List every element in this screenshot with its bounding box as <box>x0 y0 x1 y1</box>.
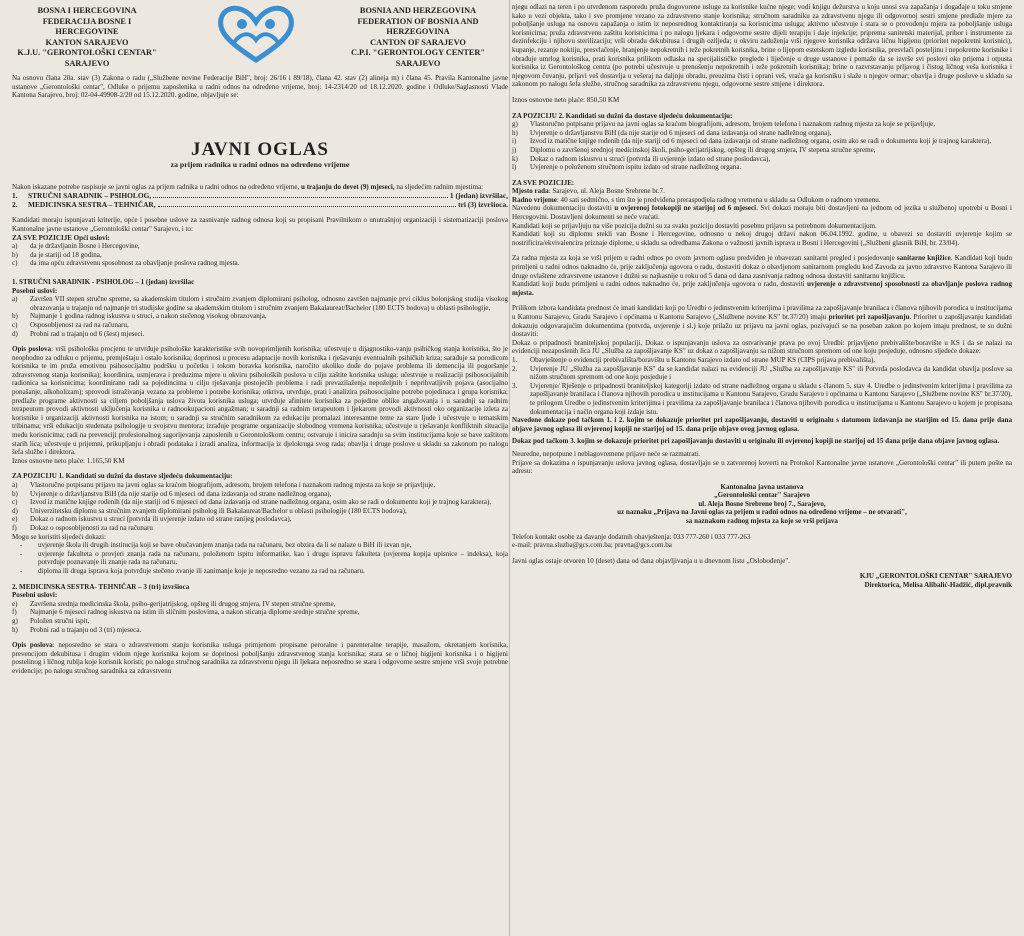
list-marker: g) <box>512 120 518 129</box>
position1-special-heading: Posebni uslovi: <box>12 286 58 295</box>
address-line: sa naznakom radnog mjesta za koje se vrši prijava <box>686 517 838 526</box>
list-item <box>12 498 508 507</box>
list-marker: f) <box>12 523 17 532</box>
duties-text: : vrši psihološku procjenu te utvrđuje psihološke karakteristike svih novoprimljenih korisnika; učestvuje u dijagnostiko-vanju psihičkog stanja korisnika, što je neophodno za odluku o prijemu, premještaju i ostalo korisnika; doprinosi u procesu adaptacije novih korisnika i rješavanju eventualnih psihičkih kriza; sarađuje sa porodicom korisnika te im pruža emotivnu psihosocijalnu podršku u početku i tokom boravka korisnika, naročito ukoliko dođe do pojave problema ili demencija ili pogoršanje zdravstvenog stanja korisnika); koordinira, usmjerava i preduzima mjere u okviru psiholoških poslova u cilju zaštite korisnika usluga; učestvuje u realizaciji psihosocijalnih radionica sa korisnicima; koordinirano radi sa pojedincima u cilju rješavanja postojećih problema i radi prevazilaženja nepoželjnih i neprihvatljivih pojava (asocijalno ponašanje, alkoholizam); sprovodi istraživanja vezana za probleme i potrebe korisnika; otkriva, utvrđuje, prati i analizira psihosocijalne potrebe pojedinaca i grupa korisnika; predlaže programe aktivnosti sa ciljem poboljšanja uslova života korisnika usluga; utvrđuje afinitete korisnika za pojedine oblike angažovanja i u saradnji sa radnim terapeutom provodi aktivnosti uključenja korisnika u radnookupacioni angažman; u saradnji sa radnim terapeutom i ljekarom provodi aktivnosti oko organizacije izleta za korisnike i organizaciji aktivnosti korisnika na istom; u saradnji sa stručnim saradnikom za edukaciju promalazi interesantne teme za stare ljude i učestvuje u tematskim tribinama; vrši edukaciju studenata psihologije u svojstvu mentora; izrađuje programe organizacije slobodnog vremena korisnika; učestvuje u rješavanju konfliktnih situacija među korisnicima; radi na prevenciji profesionalnog sagorijevanja zaposlenih u Gerontološkom centru; ostvaruje i inicira saradnju sa svim institucijama koje se bave zaštitom starih lica; učestvuje u prijemni, prikupljanju i obradi podataka i izradi analiza, informacija iz djelokruga svog rada; obavlja i druge poslove u skladu sa zakonom po nalogu šefa službe i direktora. <box>12 345 509 457</box>
position1-salary: Iznos osnovne neto plaće: 1.165,50 KM <box>12 456 125 465</box>
work-location <box>512 187 1012 196</box>
page-subtitle: za prijem radnika u radni odnos na određeno vrijeme <box>170 159 350 169</box>
note-emphasis: u ovjerenoj fotokopiji ne starijoj od 6 mjeseci <box>614 204 757 213</box>
letterhead-line: SARAJEVO <box>395 58 441 68</box>
open-period-note: Javni oglas ostaje otvoren 10 (deset) dana od dana objavljivanja u u dnevnom listu „Oslobođenje". <box>512 556 790 565</box>
list-text: uvjerenje škola ili drugih institucija koji se bave obučavanjem znanja rada na računaru, bez obzira da li se nalaze u BiH ili izvan nje, <box>38 541 412 550</box>
position2-duties-continued: njegu odlazi na teren i po utvrđenom rasporedu pruža dogovorene usluge za korisnike kućne njege; vodi knjigu dežurstva u koju unosi sva zapažanja i događaje u toku smjene kako u vezi objekta, tako i sve promjene vezano za zdravstveno stanje korisnika; stručnom saradniku za zdravstvenu njegu ili odgovornoj sestri smjene predlaže mjere za poboljšanje usluga na osnovu zapažanja o istim iz neposrednog kontaktiranja sa korisnicima usluga; aktivno učestvuje i stara se o provođenju mjera za poboljšanje usluga korisnicima; pruža zdravstvenu zaštitu korisnicima i po nalogu ljekara i odgovorne sestre dijeli terapiju i daje injekcije; priprema sanitetski materijal, pribor i instrumente za dezinfekciju i njihovu sterilizaciju; vrši obradu dekubitusa i drugih oziljeda; u okviru zaduženja vrši njegove korisnika održava ličnu higijenu (prioritet nepokretni korisnici), kupanje, rezanje noktiju, presvlačenje, hranjenje nepokretnih i teže pokretnih korisnika, brine o lijepom estetskom izgledu korisnika, presvlači posteljinu i nepokretne korisnike i obrađuje umrlog korisnika, prati korisnika prilikom odlaska na specijalističke preglede i liječenje u druge ustanove i pomaže da se izvrše svi poslovi oko prijema i otpusta korisnika iz Gerontološkog centra (po potrebi učestvuje u prenošenju nepokretnih i teže pokretnih korisnika); brine o razvrstavanju prljavog i čistog ličnog veša korisnika i njegovom čuvanju, prljavi veš dostavlja u vešeraj na daljnju obradu, preuzima čisti i oprani veš, vraća ga korisniku i slaže u njegov ormar; obavlja i druge poslove u skladu sa zakonom po nalogu šefa službe, stručnog saradnika za zdravstvenu njegu, odgovorne sestre smjene i direktora. <box>512 3 1012 89</box>
duties-label: Opis poslova <box>12 641 53 650</box>
note-text: Za radna mjesta za koja se vrši prijem u radni odnos po ovom javnom oglasu predviđen je obavezan sanitarni pregled i posjedovanje <box>512 254 897 263</box>
list-marker: e) <box>12 515 18 524</box>
signature-institution: KJU „GERONTOLOŠKI CENTAR" SARAJEVO <box>859 572 1012 581</box>
legal-basis-paragraph: Na osnovu člana 20a. stav (3) Zakona o radu („Službene novine Federacije BiH", broj: 26/16 i 89/18), člana 42. stav (2) alineja m) i člana 45. Pravila Kantonalne javne ustanove „Gerontološki centar", Odluke o prijemu zaposlenika u radni odnos na određeno vrijeme, broj: 14-2314/20 od 18.12.2020. godine i Odluke/Saglasnosti Vlade Kantona Sarajevo, broj: 02-04-49908-2/20 od 15.12.2020. godine, objavljuje se: <box>12 74 508 100</box>
position1-duties <box>12 345 508 457</box>
list-text: Diplomu o završenoj srednjoj medicinskoj školi, psiho-gerijatrijskog, opšteg ili drugog smjera, IV stepena stručne spreme, <box>530 145 876 154</box>
list-text: Uvjerenje o državljanstvu BiH (da nije starije od 6 mjeseci od dana izdavanja od strane nadležnog organa), <box>530 128 832 137</box>
list-text: Uvjerenje o položenom stručnom ispitu izdato od strane nadležnog organa. <box>530 163 742 172</box>
note-text-end: . Kandidati koji budu primljeni u radni odnos naknadno će, prije zaključenja ugovora o radu, dostaviti dokaz o obavljenom sanitarnom pregledu kod Zavoda za javno zdravstvo Kantona Sarajevo ili druge ovlaštene zdravstvene ustanove i dužni su najkasnije u roku od 5 dana od dana zasnivanja radnog odnosa dostaviti sanitarnu knjižicu. <box>512 254 1012 280</box>
list-text: Uvjerenje/ Rješenje o pripadnosti braniteljskoj kategoriji izdato od strane nadležnog organa u skladu s članom 5. stav 4. Uredbe o jedinstvenim kriterijima i pravilima za zapošljavanje branilaca i članova njihovih porodica u institucijama u Kantonu Sarajevo, Gradu Sarajevo i općinama u Kantonu Sarajevo („Službene novine KS" br.37/20), te prilogom Uredbe o jedinstvenim kriterijima i pravilima za zapošljavanje branilaca i članova njihovih porodica u institucijama u Kantonu Sarajevo u kojem je propisana dokumentacija i način organa koji izdaje istu. <box>530 381 1012 416</box>
list-item: - diploma ili druga isprava koja potvrđuje stečeno zvanje ili zanimanje koje je neposredno vezano za rad na računaru. <box>12 567 508 576</box>
position-quantity: 1 (jedan) izvršilac, <box>449 191 508 201</box>
list-text: Osposobljenost za rad na računaru, <box>30 320 129 329</box>
duties-label: Opis poslova <box>12 345 52 354</box>
gerontology-center-logo <box>208 2 304 68</box>
list-item <box>12 242 508 251</box>
note-text-end: . Svi dokazi moraju biti dostavljeni na jednom od jezika u službenoj upotrebi u Bosni i Hercegovini. Dostavljeni dokumenti se neće vraćati. <box>512 204 1012 222</box>
address-line: uz naznaku „Prijava na Javni oglas za prijem u radni odnos na određeno vrijeme – ne otvarati", <box>617 508 907 517</box>
duties-text: : neposredno se stara o zdravstvenom stanju korisnika usluga primjenom propisane peroralne i parenteralne terapije, masažom, okretanjem korisnika, prevencijom dekubitusa i drugim vidom njege korisnika kojom se doprinosi poboljšanju zdravstvenog stanja korisnika; stara se o ličnoj higijeni korisnika i o higijeni postelinog i ličnog rublja koje korisnik koristi; po nalogu stručnog saradnika za zdravstvenu njegu ili ljekara neposredno se stara i odgovorne sestre smjene vrši svoje potrebne evidencije; po nalogu stručnog saradnika za zdravstvenu <box>12 641 508 675</box>
list-item <box>12 490 508 499</box>
list-text: Položen stručni ispit, <box>30 616 90 625</box>
position-number: 2. <box>12 200 18 210</box>
letterhead-line: C.P.I. "GERONTOLOGY CENTER" <box>350 48 486 58</box>
list-text: Dokaz o radnom iskustvu u struci (potvrda ili uvjerenje izdato od strane poslodavca), <box>530 154 771 163</box>
position2-salary: Iznos osnovne neto plaće: 850,50 KM <box>512 95 620 104</box>
worktime-label: Radno vrijeme <box>512 195 557 204</box>
list-marker: c) <box>12 498 18 507</box>
list-marker: h) <box>12 625 18 634</box>
location-text: : Sarajevo, ul. Aleja Bosne Srebrene br.7. <box>548 187 665 196</box>
letterhead-line: SARAJEVO <box>64 58 110 68</box>
letterhead-line: BOSNA I HERCEGOVINA <box>37 6 137 15</box>
list-marker: d) <box>12 329 18 338</box>
lead-duration: u trajanju do devet (9) mjeseci, <box>301 182 395 191</box>
list-item <box>12 251 508 260</box>
priority-paragraph <box>512 304 1012 338</box>
list-text: Vlastoručno potpisanu prijavu na javni oglas sa kraćom biografijom, adresom, brojem telefona i naznakom radnog mjesta za koje se prijavljuje, <box>530 120 936 129</box>
list-marker: c) <box>12 320 18 329</box>
list-item <box>512 365 1012 382</box>
left-column <box>12 0 508 675</box>
list-marker: a) <box>12 295 18 304</box>
address-line: ul. Aleja Bosne Srebrene broj 7., Sarajevo, <box>698 499 826 508</box>
conditions-intro: Kandidati moraju ispunjavati kriterije, opće i posebne uslove za zasnivanje radnog odnosa koji su propisani Pravilnikom o unutrašnjoj organizaciji i sistematizaciji poslova Kantonalne javne ustanove „Gerontološki centar" Sarajevo, i to: <box>12 216 508 233</box>
list-text: Izvod iz matične knjige rođenih (da nije stariji od 6 mjeseci od dana izdavanja od strane nadležnog organa, osim ako se radi o dokumentu koji je trajnog karaktera), <box>530 137 992 146</box>
note-emphasis: uvjerenje o zdravstvenoj sposobnosti za obavljanje poslova radnog mjesta. <box>512 280 1012 297</box>
list-item: - uvjerenje fakulteta o provjeri znanja rada na računaru, položenom ispitu informatike, kao i drugu ispravu fakulteta (ovjerena kopija upisnice – indeksa), koja potvrđuje poznavanje ili znanje rada na računaru, <box>20 549 508 567</box>
all-positions-heading: ZA SVE POZICIJE: <box>512 178 575 187</box>
list-text: Završena srednja medicinska škola, psiho-gerijatrijskog, opšteg ili drugog smjera, IV stepen stručne spreme, <box>30 599 336 608</box>
list-text: Probni rad u trajanju od 3 (tri) mjeseca. <box>30 625 142 634</box>
list-item <box>12 330 508 339</box>
list-item <box>512 382 1012 416</box>
list-text: Završen VII stepen stručne spreme, sa akademskim titulom i stručnim zvanjem diplomirani psiholog, odnosno završen najmanje prvi ciklus bolonjskog studija visokog obrazovanja u trajanju od najmanje tri studijske godine sa akademskim titulom i stručnim zvanjem Bakalaureat/Bachelor (180 ECTS bodova) u oblasti psihologije, <box>30 295 508 312</box>
position-line <box>12 200 508 209</box>
list-item <box>512 137 1012 146</box>
list-text: da ima opću zdravstvenu sposobnost za obavljanje poslova radnog mjesta. <box>30 259 240 268</box>
list-item <box>12 626 508 635</box>
list-item <box>512 163 1012 172</box>
multiple-positions-note: Kandidati koji se prijavljuju na više pozicija dužni su za svaku poziciju dostaviti posebnu prijavu sa potrebnom dokumentacijom. <box>512 221 877 230</box>
proof-intro: Mogu se koristiti sljedeći dokazi: <box>12 532 106 541</box>
leader-dots <box>158 200 457 207</box>
list-text: Univerzitetsku diplomu sa stručnim zvanjem diplomirani psiholog ili Bakalaureat/Bachelor u oblasti psihologije (180 ECTS bodova), <box>30 506 407 515</box>
list-item <box>12 507 508 516</box>
originals-note: Navedene dokaze pod tačkom 1. i 2. kojim se dokazuje prioritet pri zapošljavanju, dostaviti u originalu s datumom izdavanja ne starijim od 15. dana prije dana objave javnog oglasa ili ovjerenoj kopiji ne starijoj od 15. dana prije objave ovog javnog oglasa. <box>512 416 1012 433</box>
position2-duties <box>12 641 508 675</box>
list-item <box>512 120 1012 129</box>
letterhead-line: CANTON OF SARAJEVO <box>370 37 466 47</box>
position1-docs-heading: ZA POZICIJU 1. Kandidati su dužni da dostave sljedeću dokumentaciju: <box>12 472 233 481</box>
priority-proofs-paragraph: Dokaz o pripadnosti braniteljskoj populaciji, Dokaz o ispunjavanju uslova za ostvarivanje prava po ovoj Uredbi: prijavljeno prebivalište/boravište u KS i da se nalazi na evidenciji nezaposlenih lica JU „Služba za zapošljavanje KS" uz dokaz o zapošljavanju sa nižom stručnom spremom od one koju posjeduje, odnosno sljedeće dokaze: <box>512 338 1012 356</box>
list-marker: g) <box>12 616 18 625</box>
list-text: Uvjerenje JU „Služba za zapošljavanje KS" da se kandidat nalazi na evidenciji JU „Služba za zapošljavanje KS" ili Potvrda poslodavca da kandidat obavlja poslove sa nižom stručnom spremom od one koju posjeduje i <box>530 364 1012 382</box>
list-marker: l) <box>512 163 517 172</box>
incomplete-applications-note: Neuredne, nepotpune i neblagovremene prijave neće se razmatrati. <box>512 449 701 458</box>
list-marker: i) <box>512 137 517 146</box>
list-item <box>12 524 508 533</box>
right-column <box>512 0 1012 590</box>
list-text: diploma ili druga isprava koja potvrđuje stečeno zvanje ili zanimanje koje je neposredno vezano za rad na računaru. <box>38 566 365 575</box>
contact-email: e-mail: pravna.sluzba@gcs.com.ba; pravna@gcs.com.ba <box>512 541 672 550</box>
list-item <box>12 608 508 617</box>
list-item <box>12 259 508 268</box>
position2-special-heading: Posebni uslovi: <box>12 591 58 600</box>
note-text: Prilikom izbora kandidata prednost će imati kandidati koji po Uredbi o jedinstvenim kriterijima i pravilima za zapošljavanje branilaca i članova njihovih porodica u institucijama u Kantonu Sarajevo, Gradu Sarajevo i općinama u Kantonu Sarajevo („Službene novine KS" br.37/20) imaju <box>512 304 1012 321</box>
position-number: 1. <box>12 191 18 201</box>
list-marker: 3. <box>512 381 518 390</box>
list-item <box>12 312 508 321</box>
list-text: uvjerenje fakulteta o provjeri znanja rada na računaru, položenom ispitu informatike, kao i drugu ispravu fakulteta (ovjerena kopija upisnice – indeksa), koja potvrđuje poznavanje ili znanje rada na računaru, <box>38 549 508 567</box>
foreign-diploma-note: Kandidati koji su diplomu stekli van Bosne i Hercegovine, odnosno u nekoj drugoj državi nakon 06.04.1992. godine, u obavezi su dostaviti uvjerenje kojim se nostrificira/ekvivalencira priznaje diplome, u skladu sa odredbama Zakona o važnosti javnih isprava u Bosni i Hercegovini („Službeni glasnik BiH, br. 23/04). <box>512 230 1012 247</box>
note-emphasis: prioritet pri zapošljavanju <box>828 313 910 321</box>
list-item <box>12 295 508 312</box>
documents-note <box>512 204 1012 221</box>
letterhead-bosnian <box>12 6 162 70</box>
worktime-text: : 40 sati sedmično, s tim što je predviđena preraspodjela radnog vremena u skladu sa Odlukom o radnom vremenu. <box>556 195 881 204</box>
list-marker: k) <box>512 154 518 163</box>
note-text: Kandidati koji budu primljeni u radni odnos naknadno će, prije zaključenja ugovora o radu, dostaviti <box>512 280 808 289</box>
list-text: da je državljanin Bosne i Hercegovine, <box>30 242 140 251</box>
list-marker: c) <box>12 259 18 268</box>
letterhead-line: FEDERACIJA BOSNE I HERCEGOVINE <box>42 16 132 37</box>
lead-text: Nakon iskazane potrebe raspisuje se javni oglas za prijem radnika u radni odnos na određeno vrijeme, <box>12 182 300 191</box>
note-emphasis: sanitarne knjižice <box>896 254 951 263</box>
column-divider <box>509 0 510 936</box>
list-marker: h) <box>512 128 518 137</box>
location-label: Mjesto rada <box>512 187 549 196</box>
list-text: da je stariji od 18 godina, <box>30 250 102 259</box>
note-text: Navedenu dokumentaciju dostaviti <box>512 204 615 213</box>
list-marker: j) <box>512 145 517 154</box>
list-marker: a) <box>12 242 18 251</box>
submission-note: Prijave sa dokazima o ispunjavanju uslova javnog oglasa, dostavljaju se u zatvorenoj koverti na Protokol Kantonalne javne ustanove „Gerontološki centar" ili putem pošte na adresu: <box>512 458 1012 476</box>
point3-note: Dokaz pod tačkom 3. kojim se dokazuje prioritet pri zapošljavanju dostaviti u originalu ili ovjerenoj kopiji ne starijoj od 15 dana prije dana objave javnog oglasa. <box>512 437 1000 446</box>
list-item <box>12 515 508 524</box>
position-quantity: tri (3) izvršioca. <box>458 200 508 210</box>
letterhead-english <box>330 6 506 70</box>
list-text: Najmanje 6 mjeseci radnog iskustva na istim ili sličnim poslovima, a nakon sticanja diplome srednje stručne spreme, <box>30 608 360 617</box>
list-item <box>12 321 508 330</box>
position-name: MEDICINSKA SESTRA – TEHNIČAR, <box>28 200 156 210</box>
list-marker: 2. <box>512 364 518 373</box>
position1-heading: 1. STRUČNI SARADNIK - PSIHOLOG – 1 (jedan) izvršilac <box>12 277 195 286</box>
list-marker: d) <box>12 506 18 515</box>
list-item <box>512 155 1012 164</box>
letterhead <box>12 0 508 72</box>
list-marker: b) <box>12 489 18 498</box>
lead-text-end: na sljedećim radnim mjestima: <box>396 182 484 191</box>
list-text: Uvjerenje o državljanstvu BiH (da nije starije od 6 mjeseci od dana izdavanja od strane nadležnog organa), <box>30 489 332 498</box>
list-item <box>12 600 508 609</box>
list-marker: b) <box>12 250 18 259</box>
list-text: Vlastoručno potpisanu prijavu na javni oglas sa kraćom biografijom, adresom, brojem telefona i naznakom radnog mjesta za koje se prijavljuje, <box>30 481 436 489</box>
list-text: Dokaz o osposobljenosti za rad na računaru <box>30 523 153 532</box>
letterhead-line: BOSNIA AND HERZEGOVINA <box>359 6 477 15</box>
address-line: „Gerontološki centar" Sarajevo <box>714 491 810 500</box>
list-marker: a) <box>12 481 18 489</box>
letterhead-line: KANTON SARAJEVO <box>45 37 129 47</box>
list-marker: 1. <box>512 355 518 364</box>
list-item <box>12 617 508 626</box>
address-line: Kantonalna javna ustanova <box>720 482 804 491</box>
note-text-end: . Prioritet u zapošljavanju kandidati dokazuju odgovarajućim dokumentima (potvrda, uvjerenje i sl.) koje prilažu uz prijavu na javni oglas, pozivajući se na poseban zakon po kojem imaju prednost, te su dužni dostaviti: <box>512 313 1012 339</box>
list-marker: e) <box>12 599 18 608</box>
list-item <box>512 146 1012 155</box>
letterhead-line: FEDERATION OF BOSNIA AND HERZEGOVINA <box>357 16 479 37</box>
list-marker: f) <box>12 608 17 617</box>
list-text: Najmanje 1 godina radnog iskustva u struci, a nakon stečenog visokog obrazovanja, <box>30 312 267 321</box>
page-title: JAVNI OGLAS <box>191 138 329 160</box>
list-marker: b) <box>12 312 18 321</box>
list-item: - uvjerenje škola ili drugih institucija koji se bave obučavanjem znanja rada na računaru, bez obzira da li se nalaze u BiH ili izvan nje, <box>12 541 508 550</box>
position2-docs-heading: ZA POZICIJU 2. Kandidati su dužni da dostave sljedeću dokumentaciju: <box>512 111 733 120</box>
list-item <box>512 356 1012 365</box>
list-text: Izvod iz matične knjige rođenih (da nije stariji od 6 mjeseci od dana izdavanja od strane nadležnog organa, osim ako se radi o dokumentu koji je trajnog karaktera), <box>30 498 492 507</box>
list-item <box>12 481 508 490</box>
health-certificate-note <box>512 280 1012 297</box>
contact-phone: Telefon kontakt osobe za davanje dodatnih obavještenja: 033 777-260 i 033 777-263 <box>512 532 751 541</box>
work-time <box>512 196 1012 205</box>
leader-dots <box>153 191 448 198</box>
list-text: Obavještenje o evidenciji prebivališta/boravištu u Kantonu Sarajevo izdato od strane MUP KS (CIPS prijava prebivališta), <box>530 355 876 364</box>
list-text: Dokaz o radnom iskustvu u struci (potvrda ili uvjerenje izdato od strane ranijeg poslodavca), <box>30 515 292 524</box>
position2-heading: 2. MEDICINSKA SESTRA- TEHNIČAR – 3 (tri) izvršioca <box>12 582 190 591</box>
letterhead-line: K.J.U. "GERONTOLOŠKI CENTAR" <box>17 48 157 58</box>
signature-director: Direktorica, Melisa Alibalić-Hadžić, dipl.pravnik <box>864 581 1012 590</box>
general-conditions-heading: ZA SVE POZICIJE Opći uslovi: <box>12 233 110 242</box>
list-text: Probni rad u trajanju od 6 (šest) mjeseci. <box>30 329 145 338</box>
sanitary-note <box>512 254 1012 280</box>
position-name: STRUČNI SARADNIK – PSIHOLOG, <box>28 191 152 201</box>
list-item <box>512 129 1012 138</box>
